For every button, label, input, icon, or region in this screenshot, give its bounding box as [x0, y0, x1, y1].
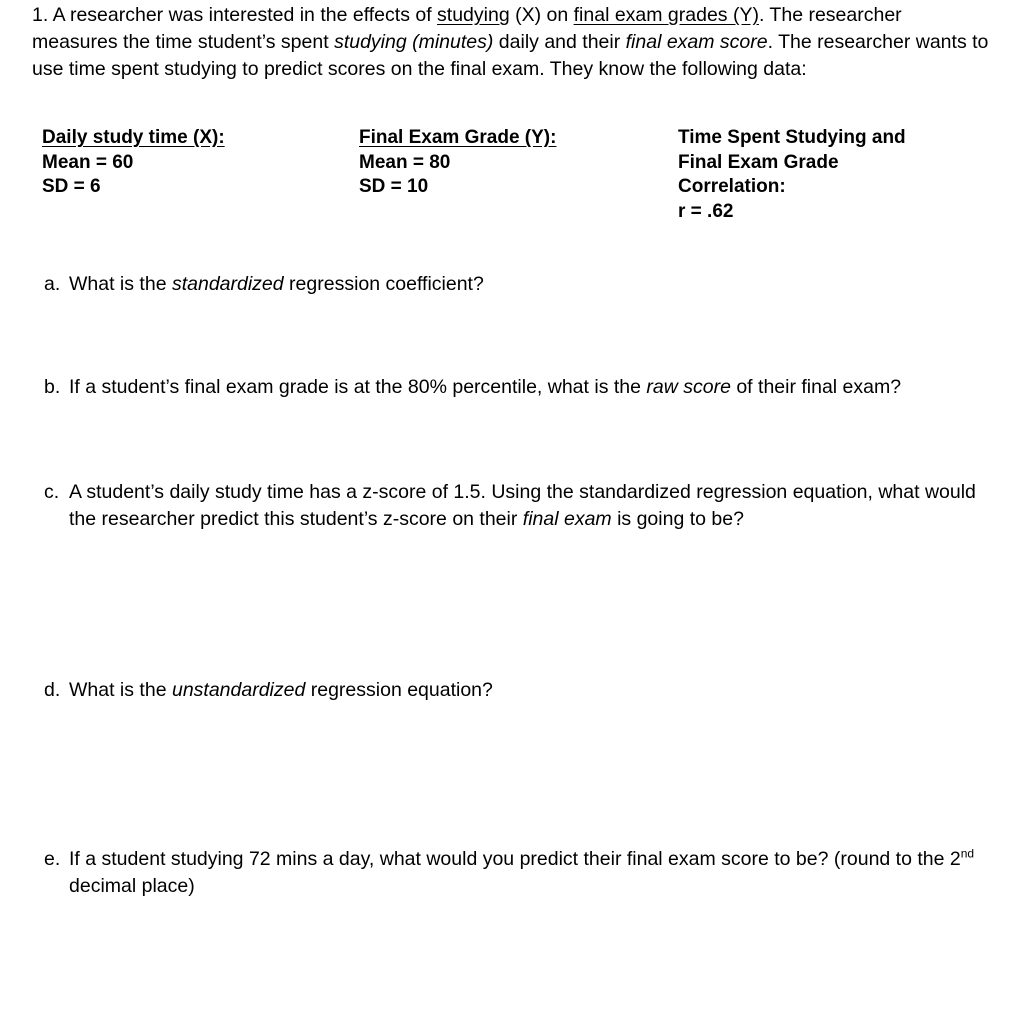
question-b [44, 374, 984, 401]
question-b-text-2: of their final exam? [730, 376, 902, 398]
y-heading: Final Exam Grade (Y): [359, 127, 557, 148]
question-a [44, 271, 984, 298]
question-e-text-1: If a student studying 72 mins a day, what would you predict their final exam score to be? (round to the 2 [69, 848, 961, 870]
y-sd: SD = 10 [359, 176, 429, 197]
y-variable-column [359, 126, 556, 200]
question-d-text [69, 677, 984, 704]
question-c [44, 479, 984, 533]
x-heading: Daily study time (X): [42, 127, 225, 148]
question-e-text [69, 846, 984, 900]
intro-paragraph [32, 2, 992, 83]
question-b-text [69, 374, 984, 401]
question-d-text-1: What is the [69, 679, 172, 701]
question-c-text-1: A student’s daily study time has a z-score of 1.5. Using the standardized regression equation, what would the researcher predict this student’s z-score on their [69, 481, 976, 530]
intro-text-3: . The researcher measures the time student’s spent [32, 4, 902, 53]
correlation-line-2: Final Exam Grade [678, 151, 839, 173]
question-d-text-2: regression equation? [305, 679, 493, 701]
x-mean: Mean = 60 [42, 151, 134, 173]
question-e-text-2: decimal place) [69, 875, 195, 897]
question-c-text [69, 479, 984, 533]
question-c-text-2: is going to be? [611, 508, 744, 530]
question-a-text-1: What is the [69, 273, 172, 295]
question-e-superscript: nd [960, 846, 975, 861]
question-b-label: b. [44, 376, 61, 398]
final-exam-score-italic: final exam score [625, 31, 768, 53]
x-sd: SD = 6 [42, 176, 101, 197]
question-b-text-1: If a student’s final exam grade is at the 80% percentile, what is the [69, 376, 647, 398]
x-variable-column [42, 126, 225, 200]
intro-text-1: A researcher was interested in the effects of [48, 4, 438, 26]
studying-minutes-italic: studying (minutes) [334, 31, 494, 53]
studying-underline: studying [437, 4, 510, 26]
problem-intro [32, 2, 992, 83]
final-exam-grades-underline: final exam grades (Y) [573, 4, 759, 26]
problem-number: 1. [32, 4, 49, 26]
y-mean: Mean = 80 [359, 151, 451, 173]
question-d-label: d. [44, 679, 61, 701]
question-d [44, 677, 984, 704]
question-a-label: a. [44, 273, 61, 295]
correlation-value: r = .62 [678, 200, 734, 222]
question-e-label: e. [44, 848, 61, 870]
question-e [44, 846, 984, 900]
question-c-italic: final exam [522, 508, 612, 530]
correlation-line-1: Time Spent Studying and [678, 127, 906, 148]
intro-text-5: . The researcher wants to use time spent studying to predict scores on the final exam. They know the following data: [32, 31, 989, 80]
intro-text-4: daily and their [493, 31, 626, 53]
question-c-label: c. [44, 481, 60, 503]
question-a-text-2: regression coefficient? [283, 273, 484, 295]
question-d-italic: unstandardized [171, 679, 306, 701]
intro-text-2: (X) on [509, 4, 574, 26]
question-a-text [69, 271, 984, 298]
correlation-line-3: Correlation: [678, 176, 786, 197]
correlation-column [678, 126, 906, 224]
question-a-italic: standardized [171, 273, 284, 295]
question-b-italic: raw score [646, 376, 731, 398]
